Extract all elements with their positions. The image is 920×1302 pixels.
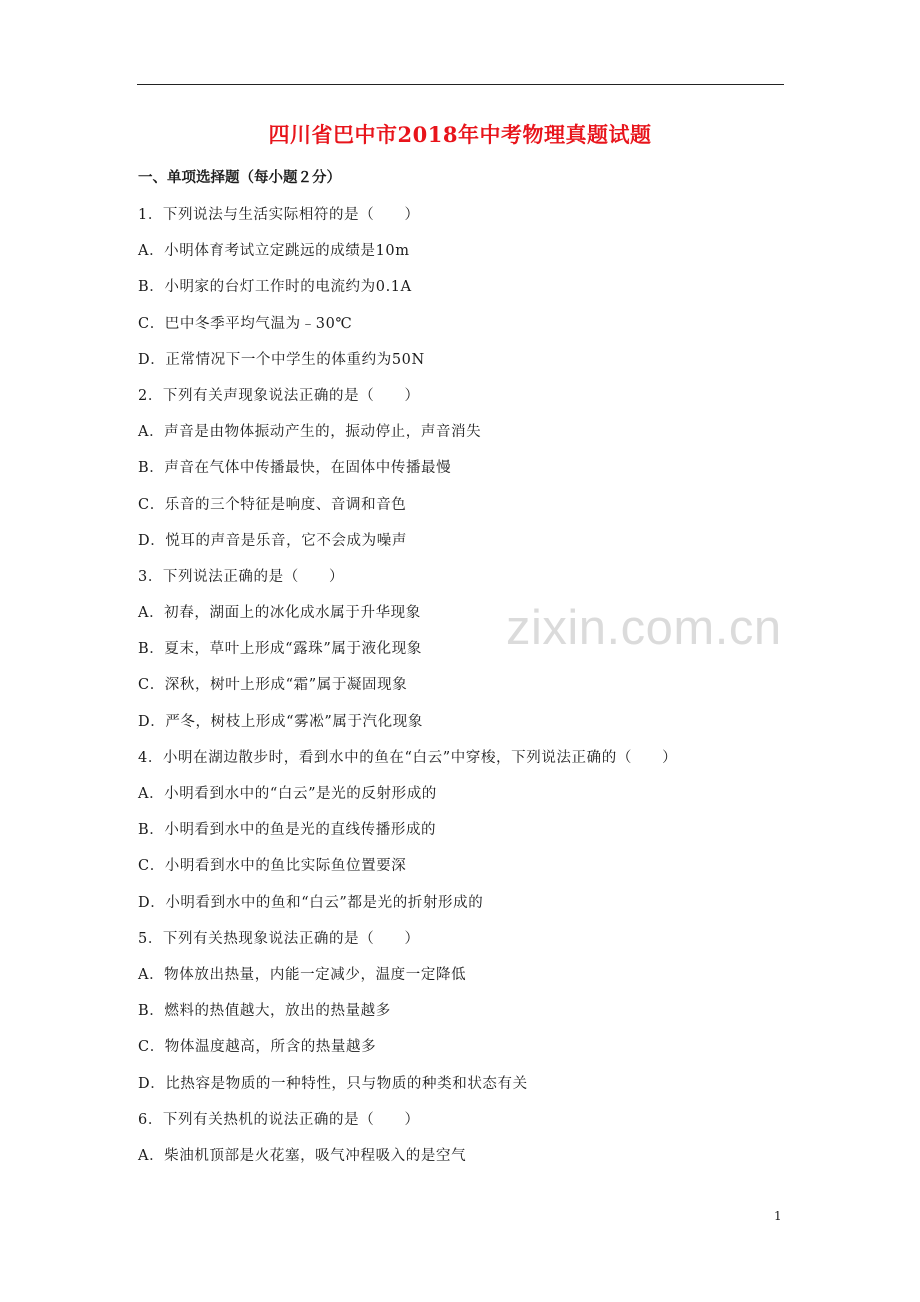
page-number: 1 — [774, 1209, 782, 1223]
question-stem: 4．小明在湖边散步时，看到水中的鱼在“白云”中穿梭，下列说法正确的（ ） — [138, 749, 678, 766]
question-stem: 2．下列有关声现象说法正确的是（ ） — [138, 387, 420, 404]
answer-option: A．小明看到水中的“白云”是光的反射形成的 — [138, 786, 437, 802]
question-stem: 6．下列有关热机的说法正确的是（ ） — [138, 1111, 420, 1128]
answer-option: B．夏末，草叶上形成“露珠”属于液化现象 — [138, 641, 422, 658]
answer-option: A．柴油机顶部是火花塞，吸气冲程吸入的是空气 — [138, 1147, 467, 1164]
answer-option: A．小明体育考试立定跳远的成绩是10m — [138, 243, 410, 260]
answer-option: B．小明家的台灯工作时的电流约为0.1A — [138, 279, 412, 296]
answer-option: A．声音是由物体振动产生的，振动停止，声音消失 — [138, 424, 482, 441]
answer-option: C．深秋，树叶上形成“霜”属于凝固现象 — [138, 677, 408, 694]
answer-option: D．比热容是物质的一种特性，只与物质的种类和状态有关 — [138, 1075, 528, 1092]
answer-option: A．初春，湖面上的冰化成水属于升华现象 — [138, 605, 421, 622]
question-list — [138, 203, 798, 1180]
answer-option: C．巴中冬季平均气温为﹣30℃ — [138, 315, 353, 332]
answer-option: C．乐音的三个特征是响度、音调和音色 — [138, 496, 407, 513]
answer-option: B．声音在气体中传播最快，在固体中传播最慢 — [138, 460, 452, 477]
answer-option: D．严冬，树枝上形成“雾凇”属于汽化现象 — [138, 713, 423, 730]
answer-option: C．小明看到水中的鱼比实际鱼位置要深 — [138, 858, 407, 875]
document-title: 四川省巴中市2018年中考物理真题试题 — [268, 122, 652, 147]
question-stem: 5．下列有关热现象说法正确的是（ ） — [138, 930, 420, 947]
question-stem: 1．下列说法与生活实际相符的是（ ） — [138, 207, 420, 223]
answer-option: C．物体温度越高，所含的热量越多 — [138, 1039, 377, 1056]
section-heading: 一、单项选择题（每小题２分） — [138, 169, 341, 186]
answer-option: D．正常情况下一个中学生的体重约为50N — [138, 351, 425, 368]
answer-option: D．悦耳的声音是乐音，它不会成为噪声 — [138, 532, 407, 549]
question-stem: 3．下列说法正确的是（ ） — [138, 568, 345, 585]
answer-option: D．小明看到水中的鱼和“白云”都是光的折射形成的 — [138, 894, 484, 911]
answer-option: B．小明看到水中的鱼是光的直线传播形成的 — [138, 822, 437, 839]
header-rule — [137, 84, 784, 85]
answer-option: A．物体放出热量，内能一定减少，温度一定降低 — [138, 966, 467, 983]
watermark: zixin.com.cn — [506, 601, 782, 655]
answer-option: B．燃料的热值越大，放出的热量越多 — [138, 1003, 391, 1020]
